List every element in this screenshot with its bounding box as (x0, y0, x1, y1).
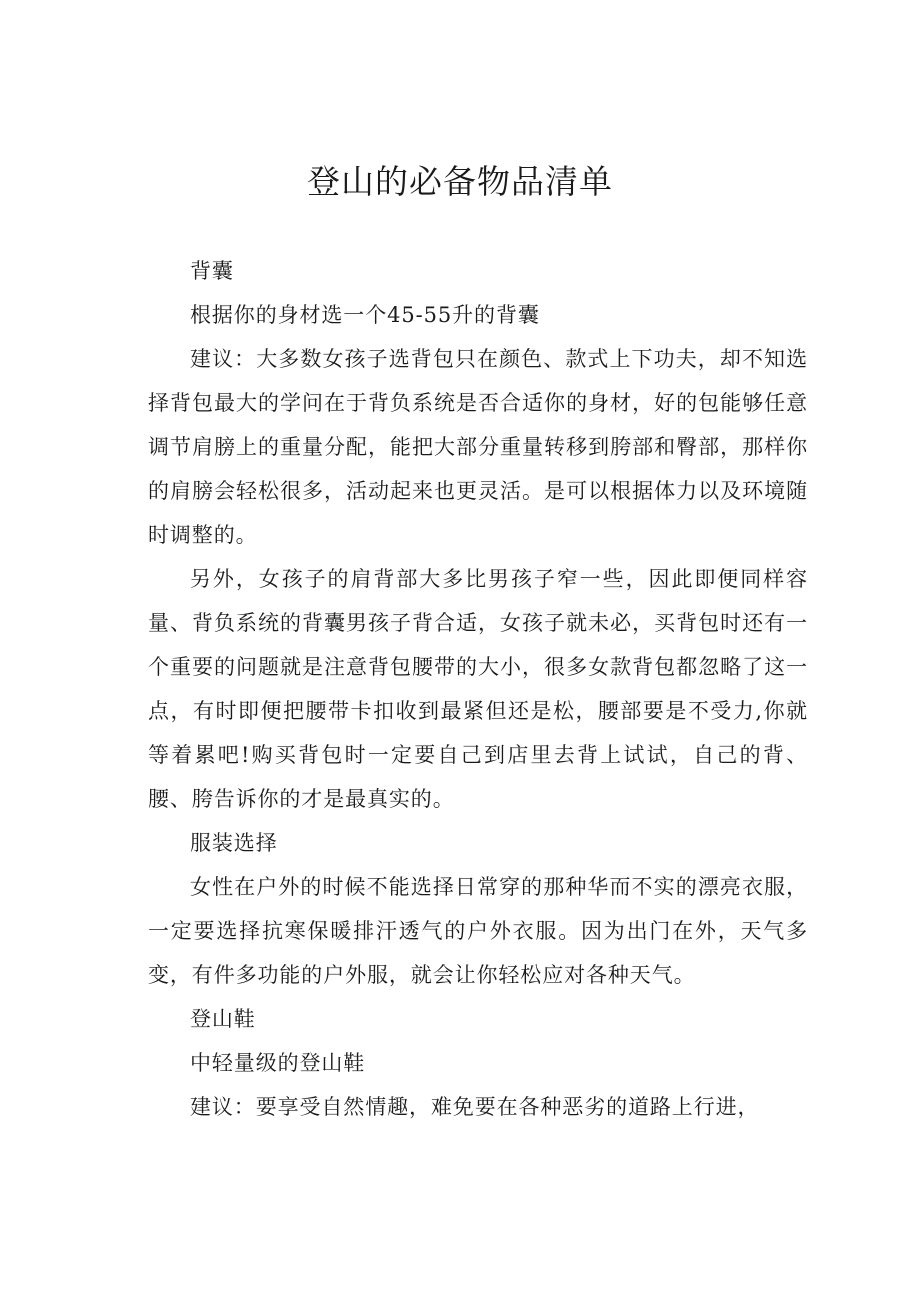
document-body (148, 249, 808, 1129)
paragraph: 根据你的身材选一个45-55升的背囊 (190, 303, 540, 327)
paragraph: 建议：要享受自然情趣，难免要在各种恶劣的道路上行进， (190, 1095, 760, 1119)
paragraph: 另外，女孩子的肩背部大多比男孩子窄一些，因此即便同样容量、背负系统的背囊男孩子背合适，女孩子就未必，买背包时还有一个重要的问题就是注意背包腰带的大小，很多女款背包都忽略了这一点，有时即便把腰带卡扣收到最紧但还是松，腰部要是不受力,你就等着累吧!购买背包时一定要自己到店里去背上试试，自己的背、腰、胯告诉你的才是最真实的。 (148, 567, 808, 811)
section-heading-clothing: 服装选择 (190, 831, 278, 855)
paragraph: 女性在户外的时候不能选择日常穿的那种华而不实的漂亮衣服，一定要选择抗寒保暖排汗透气的户外衣服。因为出门在外，天气多变，有件多功能的户外服，就会让你轻松应对各种天气。 (148, 875, 808, 987)
document-title: 登山的必备物品清单 (307, 162, 613, 201)
paragraph: 建议：大多数女孩子选背包只在颜色、款式上下功夫，却不知选择背包最大的学问在于背负系统是否合适你的身材，好的包能够任意调节肩膀上的重量分配，能把大部分重量转移到胯部和臀部，那样你的肩膀会轻松很多，活动起来也更灵活。是可以根据体力以及环境随时调整的。 (148, 347, 808, 547)
paragraph: 中轻量级的登山鞋 (190, 1051, 366, 1075)
section-heading-boots: 登山鞋 (190, 1007, 256, 1031)
section-heading-backpack: 背囊 (190, 259, 234, 283)
